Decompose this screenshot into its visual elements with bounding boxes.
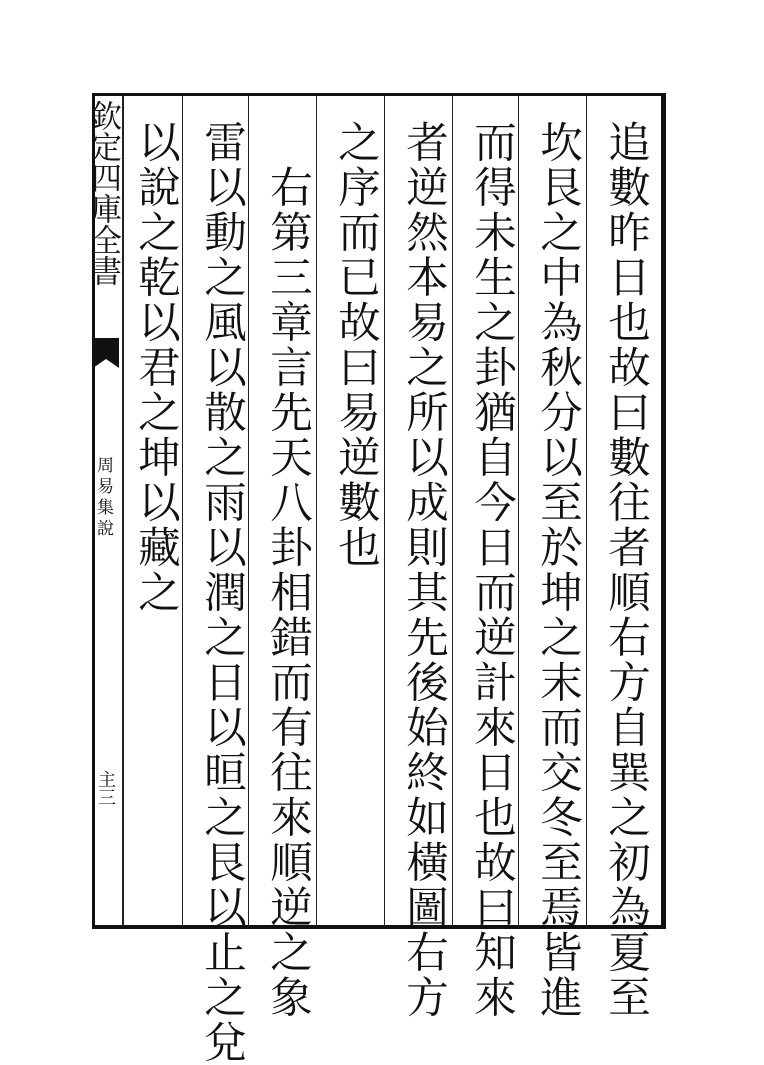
text-column-7: 雷以動之風以散之雨以潤之日以晅之艮以止之兌 bbox=[197, 120, 246, 1065]
text-column-2: 坎艮之中為秋分以至於坤之末而交冬至焉皆進 bbox=[533, 120, 582, 1020]
section-title: 周易集說 bbox=[93, 456, 113, 540]
column-divider bbox=[384, 96, 385, 926]
column-divider bbox=[452, 96, 453, 926]
text-column-8: 以說之乾以君之坤以藏之 bbox=[131, 120, 180, 615]
text-column-4: 者逆然本易之所以成則其先後始終如橫圖右方 bbox=[399, 120, 448, 1020]
text-column-1: 追數昨日也故曰數往者順右方自巽之初為夏至 bbox=[601, 120, 650, 1020]
text-column-3: 而得未生之卦猶自今日而逆計來日也故曰知來 bbox=[467, 120, 516, 1020]
margin-divider bbox=[122, 96, 124, 926]
column-divider bbox=[586, 96, 587, 926]
column-divider bbox=[316, 96, 317, 926]
page-number: 主三 bbox=[95, 770, 116, 806]
book-title: 欽定四庫全書 bbox=[85, 100, 121, 286]
text-column-6: 右第三章言先天八卦相錯而有往來順逆之象 bbox=[263, 165, 312, 1020]
text-column-5: 之序而已故曰易逆數也 bbox=[331, 120, 380, 570]
